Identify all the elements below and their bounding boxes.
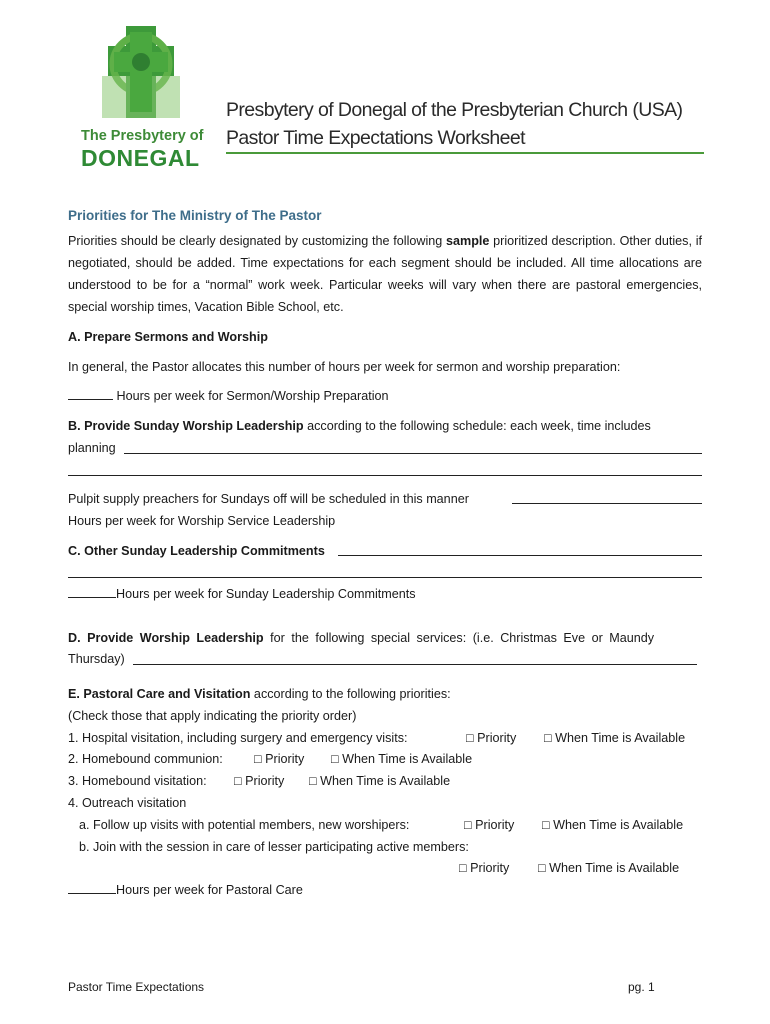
checkbox-communion-when-available[interactable]: □ When Time is Available — [331, 752, 473, 766]
intro-text-post: prioritized description. Other duties, if negotiated, should be added. Time expectations for each segment should be included. All time allocations are understood to be for a “normal” work week. Particular weeks will vary when there are pastoral emergencies, special worship times, Vacation Bible School, etc. — [68, 234, 702, 314]
section-b-planning: planning — [68, 441, 116, 455]
item-homebound-communion: 2. Homebound communion: — [68, 752, 223, 766]
section-b-heading-text: B. Provide Sunday Worship Leadership — [68, 419, 304, 433]
section-a-heading — [68, 326, 702, 348]
planning-blank-line[interactable] — [124, 453, 702, 454]
section-a-hours-row — [68, 385, 702, 407]
intro-text-bold: sample — [446, 234, 490, 248]
item-homebound-visitation: 3. Homebound visitation: — [68, 774, 207, 788]
section-e-heading-text: E. Pastoral Care and Visitation — [68, 687, 251, 701]
checkbox-session-priority[interactable]: □ Priority — [459, 861, 510, 875]
checkbox-communion-priority[interactable]: □ Priority — [254, 752, 305, 766]
footer-doc-title: Pastor Time Expectations — [68, 980, 205, 994]
hours-blank-e[interactable] — [68, 881, 116, 894]
checkbox-followup-priority[interactable]: □ Priority — [464, 818, 515, 832]
hours-blank-a[interactable] — [68, 387, 113, 400]
section-d-text: for the following special services: (i.e. Christmas Eve or Maundy — [263, 631, 655, 645]
pulpit-blank-line[interactable] — [512, 503, 702, 504]
section-d-heading — [68, 627, 702, 649]
title-divider — [226, 152, 704, 154]
item-hospital-visitation: 1. Hospital visitation, including surgery and emergency visits: — [68, 731, 408, 745]
intro-text-pre: Priorities should be clearly designated by customizing the following — [68, 234, 447, 248]
sunday-commitments-blank-line[interactable] — [338, 555, 702, 556]
section-e-hours-label: Hours per week for Pastoral Care — [116, 883, 303, 897]
hours-blank-c[interactable] — [68, 585, 116, 598]
section-e-hours-row — [68, 879, 702, 901]
item-session-care: b. Join with the session in care of lesser participating active members: — [79, 840, 469, 854]
title-line-2: Pastor Time Expectations Worksheet — [226, 127, 525, 149]
section-d-text-2: Thursday) — [68, 652, 125, 666]
section-e-text: according to the following priorities: — [250, 687, 451, 701]
checkbox-homebound-when-available[interactable]: □ When Time is Available — [309, 774, 451, 788]
checkbox-hospital-priority[interactable]: □ Priority — [466, 731, 517, 745]
section-c-hours-label: Hours per week for Sunday Leadership Commitments — [116, 587, 416, 601]
section-b-text: according to the following schedule: each week, time includes — [303, 419, 651, 433]
logo-text-presbytery-of: The Presbytery of — [81, 128, 204, 144]
sunday-commitments-blank-line-2[interactable] — [68, 577, 702, 578]
section-d-heading-text: D. Provide Worship Leadership — [68, 631, 264, 645]
title-line-1: Presbytery of Donegal of the Presbyterian Church (USA) — [226, 99, 683, 121]
logo-text-donegal: DONEGAL — [81, 145, 200, 171]
checkbox-hospital-when-available[interactable]: □ When Time is Available — [544, 731, 686, 745]
checkbox-session-when-available[interactable]: □ When Time is Available — [538, 861, 680, 875]
section-c-hours-row — [68, 583, 702, 605]
checkbox-followup-when-available[interactable]: □ When Time is Available — [542, 818, 684, 832]
section-title: Priorities for The Ministry of The Pastor — [68, 208, 322, 223]
item-follow-up-visits: a. Follow up visits with potential members, new worshipers: — [79, 818, 410, 832]
page-title — [226, 96, 682, 152]
section-a-text: In general, the Pastor allocates this number of hours per week for sermon and worship preparation: — [68, 360, 621, 374]
section-c-heading-text: C. Other Sunday Leadership Commitments — [68, 544, 325, 558]
item-outreach-visitation: 4. Outreach visitation — [68, 796, 187, 810]
section-b-heading — [68, 415, 702, 437]
section-b-hours: Hours per week for Worship Service Leadership — [68, 514, 336, 528]
planning-blank-line-2[interactable] — [68, 475, 702, 476]
footer-page-number: pg. 1 — [628, 980, 655, 994]
section-c-heading — [68, 540, 702, 562]
section-b-pulpit: Pulpit supply preachers for Sundays off will be scheduled in this manner — [68, 492, 469, 506]
section-a-heading-text: A. Prepare Sermons and Worship — [68, 330, 268, 344]
intro-paragraph — [68, 230, 702, 318]
checkbox-homebound-priority[interactable]: □ Priority — [234, 774, 285, 788]
section-a-hours-label: Hours per week for Sermon/Worship Preparation — [113, 389, 389, 403]
section-e-heading — [68, 683, 702, 705]
special-services-blank-line[interactable] — [133, 664, 697, 665]
section-e-check-note: (Check those that apply indicating the priority order) — [68, 709, 357, 723]
